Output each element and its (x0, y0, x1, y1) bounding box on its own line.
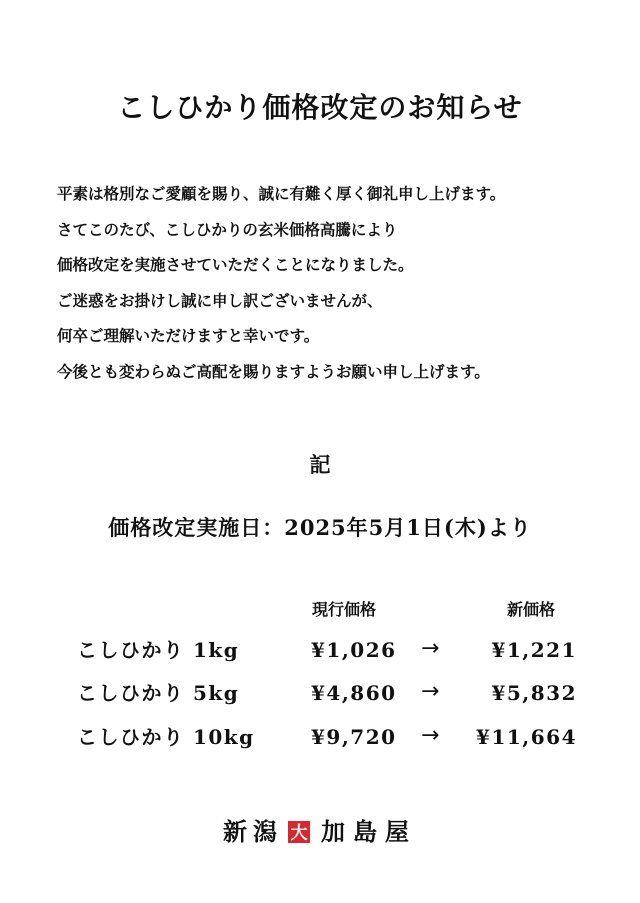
product-name: こしひかり 5kg (77, 681, 240, 705)
seal-glyph: 大 (290, 823, 308, 844)
product-name: こしひかり 1kg (77, 638, 240, 662)
header-new-price: 新価格 (507, 600, 556, 619)
current-price: ¥9,720 (311, 725, 397, 749)
body-line: 今後とも変わらぬご高配を賜りますようお願い申し上げます。 (57, 362, 490, 381)
body-line: 何卒ご理解いただけますと幸いです。 (57, 327, 320, 345)
effective-date: 価格改定実施日：2025年5月1日(木)より (108, 515, 532, 540)
notice-body (57, 177, 617, 390)
product-name: こしひかり 10kg (77, 725, 255, 749)
new-price: ¥1,221 (491, 638, 577, 662)
shop-name: 加島屋 (321, 817, 417, 846)
seal-logo-icon (287, 820, 311, 844)
body-line: 価格改定を実施させていただくことになりました。 (57, 256, 414, 274)
notice-title: こしひかり価格改定のお知らせ (117, 91, 523, 124)
current-price: ¥4,860 (311, 681, 397, 705)
arrow-icon: → (421, 723, 441, 748)
new-price: ¥11,664 (476, 725, 577, 749)
body-line: ご迷惑をお掛けし誠に申し訳ございませんが、 (57, 291, 383, 310)
current-price: ¥1,026 (311, 638, 397, 662)
shop-footer (0, 812, 640, 852)
body-line: 平素は格別なご愛顧を賜り、誠に有難く厚く御礼申し上げます。 (57, 185, 506, 203)
shop-location: 新潟 (223, 817, 283, 846)
ki-heading: 記 (309, 452, 331, 477)
body-line: さてこのたび、こしひかりの玄米価格高騰により (57, 220, 398, 239)
arrow-icon: → (421, 636, 441, 661)
new-price: ¥5,832 (491, 681, 577, 705)
header-current-price: 現行価格 (312, 600, 377, 619)
arrow-icon: → (421, 679, 441, 704)
